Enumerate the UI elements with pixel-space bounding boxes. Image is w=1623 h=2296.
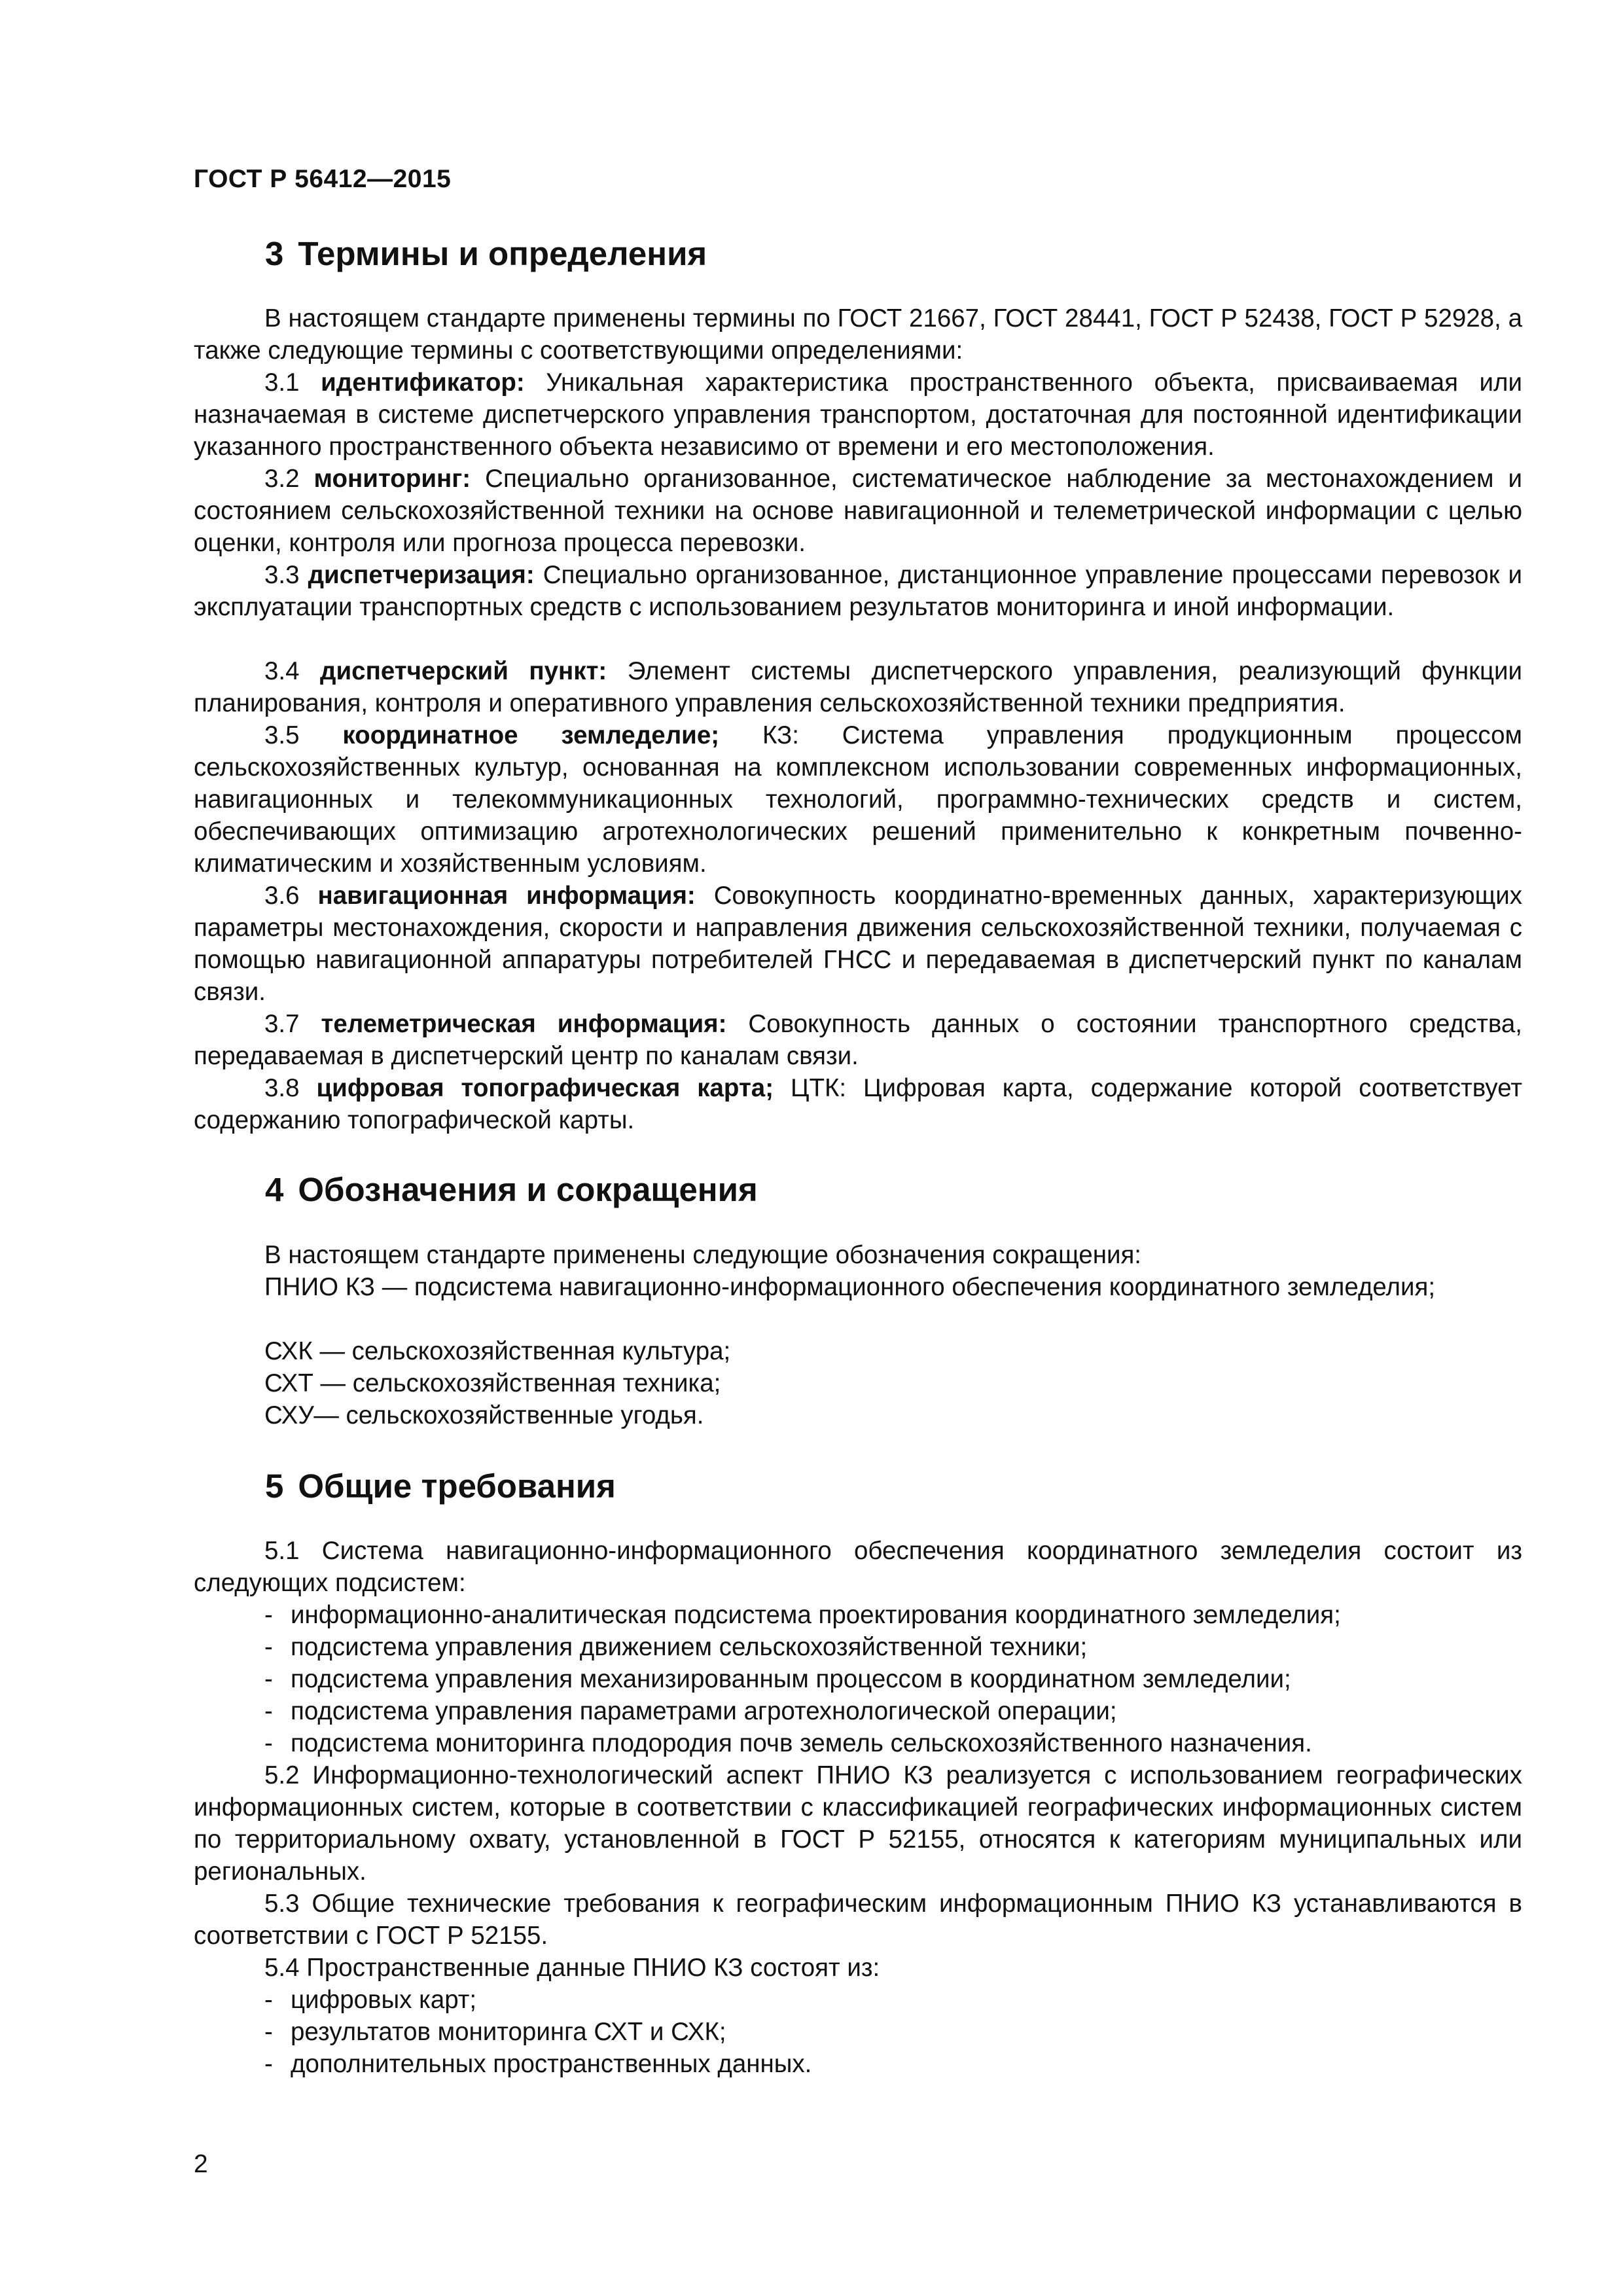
list-item-text: дополнительных пространственных данных.	[291, 2050, 812, 2078]
term-definition: КЗ: Система управления продукционным процессом сельскохозяйственных культур, основанная на комплексном использовании современных информационных, навигационных и телекоммуникационных технологий, программно-технических средств и систем, обеспечивающих оптимизацию агротехнологических решений применительно к конкретным почвенно-климатическим и хозяйственным условиям.	[194, 721, 1522, 878]
list-item: - информационно-аналитическая подсистема проектирования координатного земледелия;	[264, 1601, 1341, 1629]
term-name: координатное земледелие;	[342, 721, 720, 749]
list-item-text: подсистема управления параметрами агротехнологической операции;	[291, 1697, 1117, 1725]
section-title: Общие требования	[298, 1467, 616, 1505]
term-definition: Совокупность координатно-временных данных, характеризующих параметры местонахождения, скорости и направления движения сельскохозяйственной техники, получаемая с помощью навигационной аппаратуры потребителей ГНСС и передаваемая в диспетчерский пункт по каналам связи.	[194, 882, 1522, 1006]
list-item: - подсистема мониторинга плодородия почв земель сельскохозяйственного назначения.	[264, 1729, 1312, 1757]
paragraph-text: 5.3 Общие технические требования к географическим информационным ПНИО КЗ устанавливаются в соответствии с ГОСТ Р 52155.	[194, 1890, 1522, 1950]
abbreviation-text: ПНИО КЗ — подсистема навигационно-информационного обеспечения координатного земледелия;	[264, 1273, 1436, 1301]
abbreviation-item: СХУ— сельскохозяйственные угодья.	[264, 1401, 704, 1429]
term-number: 3.5	[264, 721, 300, 749]
term-number: 3.2	[264, 465, 300, 493]
page-number: 2	[194, 2150, 208, 2178]
section-title: Обозначения и сокращения	[298, 1171, 758, 1208]
term-name: идентификатор:	[321, 368, 525, 397]
paragraph-text: 5.1 Система навигационно-информационного обеспечения координатного земледелия состоит из следующих подсистем:	[194, 1537, 1522, 1597]
paragraph-5-1	[194, 1535, 1522, 1599]
term-name: навигационная информация:	[317, 882, 696, 910]
abbreviation-item	[194, 1271, 1522, 1303]
paragraph-5-4: 5.4 Пространственные данные ПНИО КЗ состоят из:	[264, 1954, 880, 1982]
term-name: телеметрическая информация:	[321, 1010, 727, 1038]
term-definition: Уникальная характеристика пространственного объекта, присваиваемая или назначаемая в системе диспетчерского управления транспортом, достаточная для постоянной идентификации указанного пространственного объекта независимо от времени и его местоположения.	[194, 368, 1523, 461]
paragraph-text: В настоящем стандарте применены термины по ГОСТ 21667, ГОСТ 28441, ГОСТ Р 52438, ГОСТ Р 52928, а также следующие термины с соответствующими определениями:	[194, 304, 1522, 365]
term-3-8	[194, 1072, 1522, 1136]
paragraph-5-3	[194, 1888, 1522, 1952]
paragraph-text: 5.2 Информационно-технологический аспект ПНИО КЗ реализуется с использованием географических информационных систем, которые в соответствии с классификацией географических информационных систем по территориальному охвату, установленной в ГОСТ Р 52155, относятся к категориям муниципальных или региональных.	[194, 1761, 1522, 1886]
paragraph-5-2	[194, 1759, 1522, 1888]
term-name: мониторинг:	[313, 465, 471, 493]
abbreviation-item: СХК — сельскохозяйственная культура;	[264, 1337, 731, 1365]
term-3-1	[194, 367, 1522, 463]
list-item: - подсистема управления механизированным процессом в координатном земледелии;	[264, 1665, 1291, 1693]
document-code: ГОСТ Р 56412—2015	[194, 165, 452, 193]
term-definition: Элемент системы диспетчерского управления, реализующий функции планирования, контроля и оперативного управления сельскохозяйственной техники предприятия.	[194, 657, 1523, 717]
term-number: 3.6	[264, 882, 300, 910]
term-number: 3.8	[264, 1074, 300, 1102]
list-item: - цифровых карт;	[264, 1986, 477, 2014]
list-item: - дополнительных пространственных данных.	[264, 2050, 812, 2078]
term-definition: Специально организованное, дистанционное управление процессами перевозок и эксплуатации транспортных средств с использованием результатов мониторинга и иной информации.	[194, 561, 1522, 621]
term-3-6	[194, 880, 1522, 1008]
list-item-text: подсистема мониторинга плодородия почв земель сельскохозяйственного назначения.	[291, 1729, 1312, 1757]
section-4-intro: В настоящем стандарте применены следующие обозначения сокращения:	[264, 1241, 1141, 1269]
section-title: Термины и определения	[298, 235, 707, 272]
section-number: 4	[265, 1171, 284, 1208]
section-3-heading	[265, 237, 707, 270]
section-number: 5	[265, 1467, 284, 1505]
term-number: 3.7	[264, 1010, 300, 1038]
term-number: 3.4	[264, 657, 300, 685]
list-item-text: информационно-аналитическая подсистема проектирования координатного земледелия;	[291, 1601, 1341, 1629]
term-definition: Совокупность данных о состоянии транспортного средства, передаваемая в диспетчерский центр по каналам связи.	[194, 1010, 1522, 1070]
section-4-heading	[265, 1173, 758, 1206]
term-name: цифровая топографическая карта;	[316, 1074, 774, 1102]
term-number: 3.3	[264, 561, 300, 589]
term-name: диспетчеризация:	[308, 561, 535, 589]
term-3-4	[194, 655, 1522, 719]
term-3-5	[194, 719, 1522, 880]
abbreviation-item: СХТ — сельскохозяйственная техника;	[264, 1369, 721, 1397]
list-item-text: результатов мониторинга СХТ и СХК;	[291, 2018, 726, 2046]
term-3-3	[194, 559, 1522, 623]
term-definition: ЦТК: Цифровая карта, содержание которой соответствует содержанию топографической карты.	[194, 1074, 1522, 1134]
section-3-intro	[194, 302, 1522, 367]
list-item-text: подсистема управления движением сельскохозяйственной техники;	[291, 1633, 1088, 1661]
term-3-7	[194, 1008, 1522, 1072]
section-number: 3	[265, 235, 284, 272]
list-item: - результатов мониторинга СХТ и СХК;	[264, 2018, 726, 2046]
list-item: - подсистема управления параметрами агротехнологической операции;	[264, 1697, 1117, 1725]
list-item: - подсистема управления движением сельскохозяйственной техники;	[264, 1633, 1088, 1661]
list-item-text: подсистема управления механизированным процессом в координатном земледелии;	[291, 1665, 1291, 1693]
section-5-heading	[265, 1469, 616, 1503]
term-definition: Специально организованное, систематическое наблюдение за местонахождением и состоянием сельскохозяйственной техники на основе навигационной и телеметрической информации с целью оценки, контроля или прогноза процесса перевозки.	[194, 465, 1522, 557]
term-3-2	[194, 463, 1522, 559]
term-name: диспетчерский пункт:	[320, 657, 607, 685]
list-item-text: цифровых карт;	[291, 1986, 477, 2014]
term-number: 3.1	[264, 368, 300, 397]
